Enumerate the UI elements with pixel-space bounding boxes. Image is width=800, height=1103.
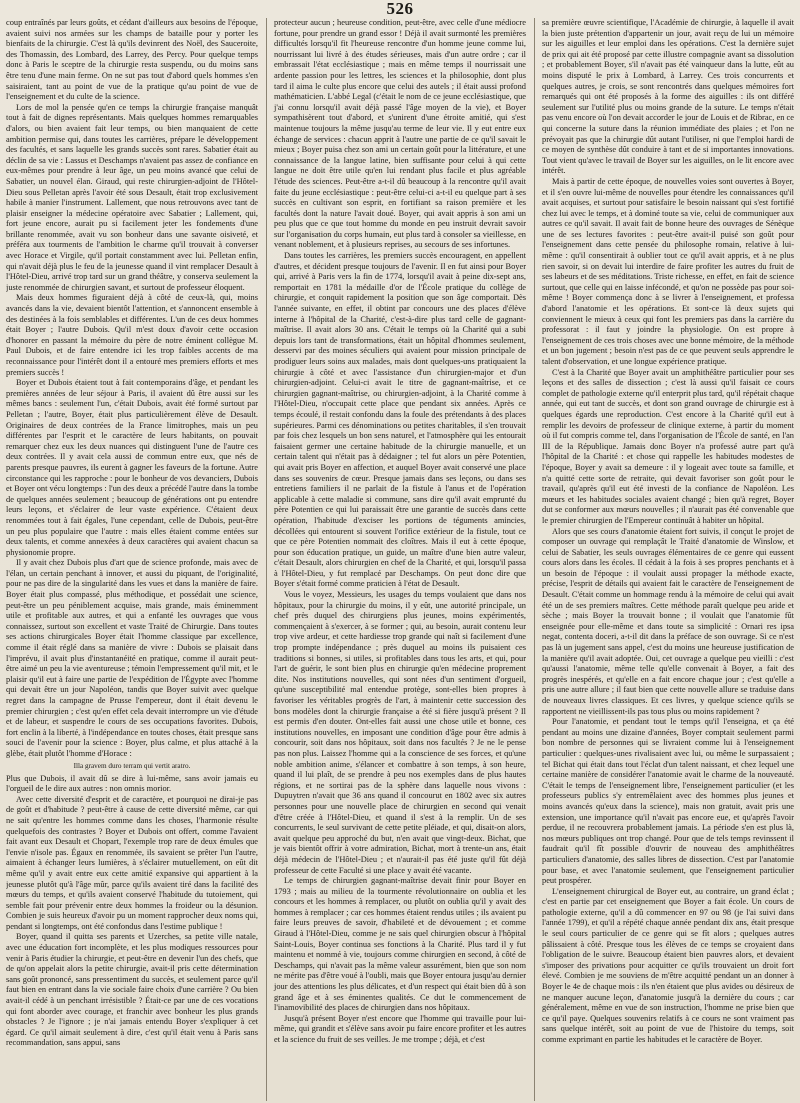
paragraph: Pour l'anatomie, et pendant tout le temps qu'il l'enseigna, et ça été pendant au moins une dizaine d'années, Boyer comptait seulement parmi bon nombre de personnes qui se livraient comme lui à l'enseignement particulier : quelques-unes rivalisaient avec lui, ou même le surpassaient ; tel Bichat qui était dans tout l'éclat d'un talent naissant, et chez lequel une certaine manière de considérer l'anatomie avait le charme de la nouveauté. C'était le temps de l'enseignement libre, l'enseignement particulier (et les professeurs publics s'y entremêlaient avec des hommes plus jeunes et moins avancés qu'eux dans la science), mais non gratuit, avait pris une extension, une importance qu'il n'avait pas encore eue, et qu'après l'avoir perdue, il ne recouvrera probablement jamais. La période s'en est plus là, nos mœurs publiques ont trop changé. Pour que de tels temps revinssent il faudrait qu'il fît possible d'ouvrir de nouveau des amphithéâtres particuliers d'anatomie, des salles libres de dissection. C'est par l'anatomie pour base, et avec l'anatomie seulement, que l'enseignement particulier peut prospérer. [542,717,794,886]
paragraph: Mais à partir de cette époque, de nouvelles voies sont ouvertes à Boyer, et il s'en ouvre lui-même de nouvelles pour étendre les connaissances qu'il avait acquises, et surtout pour satisfaire le besoin naissant qui s'est fortifié chez lui avec le temps, et à dominé toute sa vie, celui de communiquer aux autres ce qu'il savait. Il avait fait de bonne heure des ouvrages de Sénèque une de ses lectures favorites : peut-être avait-il puisé son goût pour l'enseignement dans cette pensée du philosophe romain, relative à lui-même : qu'il consentirait à oublier tout ce qu'il avait appris, et à ne plus rien savoir, si on devait lui interdire de faire profiter les autres du fruit de ses labeurs et de ses méditations. Triste richesse, en effet, en fait de science surtout, que celle qui en laisse infécondé, et qu'on ne possède pas pour soi-même ! Boyer commença donc à se livrer à l'enseignement, et professa d'abord l'anatomie et les opérations. Et sont-ce là deux sujets qui conviennent le mieux à ceux qui font les premiers pas dans la carrière du professorat : il faut y joindre la physiologie. On est propre à l'enseignement de ces trois choses avec une bonne mémoire, de la méthode et un bon jugement ; besoin n'est pas de ce que peuvent seuls apprendre le talent d'observation, et une longue expérience pratique. [542,176,794,366]
paragraph: L'enseignement chirurgical de Boyer eut, au contraire, un grand éclat ; c'est en partie par cet enseignement que Boyer a fait école. Un cours de pathologie externe, qu'il a dû commencer en 97 ou 98 (je l'ai suivi dans l'année 1799), et qu'il a répété chaque année pendant dix ans, était presque le seul cours particulier de ce genre qui se fît alors ; quelques autres pâlissaient à côté. Presque tous les élèves de ce temps se croyaient dans l'obligation de le suivre. Beaucoup étaient bien pauvres alors, et devaient s'imposer des privations pour acquitter ce qu'ils trouvaient un droit fort élevé. Combien je me souviens de m'être acquitté pendant un an donner à Boyer le 4e de chaque mois : ils n'en étaient que plus avides ou désireux de ne manquer aucune leçon, d'anatomie jusqu'à la dernière du cours ; car généralement, même en vue de son instruction, l'homme ne prise bien que ce qu'il paye. Quelques souvenirs relatifs à ce cours ne sont vraiment pas sans quelque intérêt, soit au point de vue de l'histoire du temps, soit comme exprimant en partie les habitudes et le caractère de Boyer. [542,886,794,1044]
column-1 [6,18,258,1101]
paragraph: Avec cette diversité d'esprit et de caractère, et pourquoi ne dirai-je pas de goût et d'habitude ? peut-être à cause de cette diversité même, car qui ne sait qu'entre les hommes comme dans les choses, l'harmonie résulte quelquefois des contrastes ? Boyer et Dubois ont offert, comme l'avaient fait avant eux Desault et Chopart, l'exemple trop rare de deux émules que l'envie n'isole pas. Égaux en renommée, ils savaient se prêter l'un l'autre, aimaient à échanger leurs lumières, à s'éclairer mutuellement, on eût dit même qu'il y avait entre eux cette amitié expansive qui appartient à la jeunesse plutôt qu'à l'âge mûr, parce qu'ils avaient tiré dans la facilité des mœurs du temps, et qu'ils avaient conservé l'habitude du tutoiement, qui semble fait pour prévenir entre deux hommes la froideur ou la désunion. Combien je suis heureux d'avoir pu un moment rapprocher deux noms qui, pendant si longtemps, ont été confondus dans l'estime publique ! [6,794,258,931]
paragraph: coup entraînés par leurs goûts, et cédant d'ailleurs aux besoins de l'époque, avaient suivi nos armées sur les champs de bataille pour y porter les bienfaits de la chirurgie. C'est là qu'ils devinrent des Noël, des Sauceroite, des Thomassin, des Lombard, des Larrey, des Percy. Pour quelque temps donc à Paris le sceptre de la chirurgie resta suspendu, ou du moins sans être tenu d'une main ferme. On ne sut pas tout d'abord quels hommes s'en saisiraient, tant au point de vue de la pratique qu'au point de vue de l'enseignement et du culte de la science. [6,18,258,102]
paragraph: Mais deux hommes figuraient déjà à côté de ceux-là, qui, moins avancés dans la vie, devaient bientôt l'attention, et s'annoncent ensemble à des destinées à la fois semblables et différentes. L'un de ces deux hommes était Boyer ; l'autre Dubois. Qu'il m'est doux d'avoir cette occasion d'honorer en passant la mémoire du père de notre éminent collègue M. Paul Dubois, et de faire entendre ici les trop faibles accents de ma reconnaissance pour l'intérêt dont il a entouré mes premiers efforts et mes premiers succès ! [6,293,258,377]
paragraph: sa première œuvre scientifique, l'Académie de chirurgie, à laquelle il avait la bien juste prétention d'appartenir un jour, avait reçu de lui un mémoire sur les aiguilles et leur emploi dans les opérations. C'est la dernière sujet de prix qui ait été proposé par cette illustre compagnie avant sa dissolution ; et probablement Boyer, s'il n'avait pas été vainqueur dans la lutte, eût au moins disputé le prix à Lombard, à Larrey. Ces trois concurrents et quelques autres, je crois, se sont rencontrés dans quelques mémoires fort remarqués qui ont été proposés à la forme des aiguilles : ils ont différé seulement sur l'utilité plus ou moins grande de la suture. Le temps n'était pas venu encore où l'on devait accorder le jour de Louis et de Ribrac, en ce qui concerne la suture dans la réunion immédiate des plaies ; et l'on ne prévoyait pas que la chirurgie dût autant l'utiliser, ni que l'emploi hardi de ce moyen de synthèse dût conduire à tant et de si importantes innovations. Tout vient qu'avec le travail de Boyer sur les aiguilles, on le lit encore avec intérêt. [542,18,794,176]
paragraph: Alors que ses cours d'anatomie étaient fort suivis, il conçut le projet de composer un ouvrage qui remplaçât le Traité d'anatomie de Winslow, et celui de Sabatier, les seuls ouvrages élémentaires de ce genre qui eussent cours alors dans les écoles. Il cédait à la fois à ses propres penchants et à un besoin de l'époque : il voulait aussi propager la méthode exacte, précise, l'esprit de détails qui avaient fait le caractère de l'enseignement de Desault. C'était comme un hommage rendu à la mémoire de celui qui avait été un de ses premiers maîtres. Cette méthode paraît quelque peu aride et sèche ; mais Boyer la trouvait bonne ; il voulait que l'anatomie fût enseignée pour elle-même et dans toute sa simplicité : Ornari res ipsa negat, contenta doceri, a-t-il dit dans la préface de son ouvrage. Si ce n'est pas là un jugement sans appel, c'est du moins une heureuse justification de la manière qu'il avait adoptée. Oui, cet ouvrage a quelque peu vieilli : c'est qu'aussi l'anatomie, même telle qu'elle convenait à Boyer, a fait des progrès inespérés, et qu'elle en a fait encore chaque jour ; c'est qu'elle a pris une autre allure ; il faut bien que cette nouvelle allure se traduise dans de nouveaux livres classiques. Et ces livres, y quelque science qu'ils se rapportent ne vieillissent-ils pas tous plus ou moins rapidement ? [542,526,794,716]
text-columns [6,18,794,1101]
paragraph: Le temps de chirurgien gagnant-maîtrise devait finir pour Boyer en 1793 ; mais au milieu de la tourmente révolutionnaire on oublia et les concours et les hommes à remplacer, ou plutôt on oublia qu'il y avait des hommes à remplacer ; car ces hommes étaient rendus utiles ; ils avaient pu faire leurs preuves de savoir, d'habileté et de dévouement ; et comme Giraud à l'Hôtel-Dieu, comme je ne sais quel chirurgien obscur à l'hôpital Saint-Louis, Boyer continua ses fonctions à la Charité. Plus tard il y fut maintenu et nommé à vie, toujours comme chirurgien en second, à côté de Deschamps, qui n'avait pas la même valeur assurément, bien que son nom ne mérite pas d'être voué à l'oubli, mais que Boyer entoura jusqu'au dernier jour des attentions les plus délicates, et d'un respect qui était bien dû à son grand âge et à ses éminentes qualités. Ce dut le commencement de l'inamovibilité des places de chirurgien dans nos hôpitaux. [274,876,526,1013]
paragraph: Vous le voyez, Messieurs, les usages du temps voulaient que dans nos hôpitaux, pour la chirurgie du moins, il y eût, une autorité principale, un chef près duquel des chirurgiens plus jeunes, moins expérimentés, commençaient à s'exercer, à se former ; qui, au besoin, aurait contenu leur trop vive ardeur, et cette hardiesse trop grande qui naît si facilement d'une trop prompte indépendance ; près duquel au moins ils puisaient ces traditions si bonnes, si utiles, si profitables dans tous les arts, et qui, pour l'art de guérir, le sont bien plus en chirurgie qu'en médecine proprement dite. Nos institutions nouvelles, qui sont nées d'un sentiment d'orgueil, qu'une susceptibilité mal entendue protège, sont-elles bien propres à favoriser les véritables progrès de l'art, à maintenir cette succession des bons modèles dont la chirurgie française a été si fière jusqu'à présent ? Il est permis d'en douter. Ont-elles fait aussi une chose utile et bonne, ces institutions nouvelles, en imposant une condition d'âge pour être admis à concourir, soit dans nos hôpitaux, soit dans nos facultés ? Je ne le pense pas non plus. Laissez l'homme qui a la conscience de ses forces, et qu'une noble ambition anime, s'élancer et combattre à son temps, à son heure, quand il lui plaît, de se prendre à peu nos exemples dans de plus hautes régions, et ne sortirai pas de la sphère dans laquelle nous vivons : Dupuytren n'avait que 36 ans quand il concourut en 1802 avec six autres personnes pour une nouvelle place de chirurgien en second qui venait d'être créée à l'Hôtel-Dieu, et quand il s'est à la remplir. Un de ses concurrents, le seul survivant de cette petite pléiade, et qui, disait-on alors, avait quelque peu approché du but, n'en avait que vingt-deux. Bichat, que je vais bientôt offrir à votre admiration, Bichat, mort à trente-un ans, était déjà médecin de l'Hôtel-Dieu ; et n'aurait-il pas été juste qu'il fût déjà professeur de cette Faculté si une place y avait été vacante. [274,590,526,875]
paragraph: Boyer et Dubois étaient tout à fait contemporains d'âge, et pendant les premières années de leur séjour à Paris, il avaient dû être aussi sur les mêmes bancs : seulement l'un, c'était Dubois, avait été formé surtout par Pelletan ; l'autre, Boyer, était plus particulièrement élève de Desault. Originaires de deux contrées de la France limitrophes, mais un peu différentes par l'esprit et le caractère de leurs habitants, on pouvait remarquer chez eux les deux nuances qui distinguent l'une de l'autre ces deux contrées. Il y avait cela aussi de commun entre eux, que nés de parents presque pauvres, ils eurent à gagner les faveurs de la fortune. Autre circonstance qui les rapproche : pour le bonheur de vos devanciers, Dubois et Boyer ont vécu longtemps : l'un des deux a précédé l'autre dans la tombe de quelques années seulement ; beaucoup de générations ont pu entendre leurs leçons, et s'éclairer de leur vaste expérience. C'étaient deux renommées tout à fait égales, l'une cependant, celle de Dubois, peut-être un peu plus populaire que l'autre : mais elles étaient comme entées sur deux talents, et comme annexées à deux caractères qui avaient chacun sa physionomie propre. [6,378,258,557]
paragraph: protecteur aucun ; heureuse condition, peut-être, avec celle d'une médiocre fortune, pour prendre un grand essor ! Déjà il avait surmonté les premières difficultés lorsqu'il fit l'heureuse rencontre d'un homme jeune comme lui, nourrissant lui livré à des études sérieuses, mais d'un autre ordre ; car il embrassait l'état ecclésiastique ; mais en même temps il nourrissait une ardente passion pour les lettres, les sciences et la philosophie, dont plus tard il aima le culte plus encore que celui des autels ; il était aussi profond mathématicien. L'abbé Legal (c'était le nom de ce jeune ecclésiastique, que j'ai connu lorsqu'il avait déjà passé l'âge moyen de la vie), et Boyer sympathisèrent tout d'abord, et s'unirent d'une étroite amitié, qui s'est maintenue toujours la même jusqu'au terme de leur vie. Il y eut entre eux échange de services : chacun apprit à l'autre une partie de ce qu'il savait le mieux ; Boyer puisa chez son ami un certain goût pour la littérature, et une connaissance de la langue latine, bien suffisante pour celui à qui cette langue ne doit être utile qu'en lui rendant plus facile et plus agréable l'étude des sciences. Peut-être a-t-il dû beaucoup à la rencontre qu'il avait faite du jeune ecclésiastique : peut-être celui-ci a-t-il eu quelque part à ses succès en cultivant son esprit, en fortifiant sa raison première et les facultés dont la nature l'avait doué. Boyer, qui avait appris à son ami un peu plus que ce que tout homme du monde en peu instruit devrait savoir sur l'organisation du corps humain, eut plus tard à consoler sa vieillesse, en venant noblement, et à plusieurs reprises, au secours de ses infortunes. [274,18,526,250]
verse-quotation: Illa gravem duro terram qui vertit aratro. [73,761,191,770]
column-2 [266,18,526,1101]
paragraph: Plus que Dubois, il avait dû se dire à lui-même, sans avoir jamais eu l'orgueil de le dire aux autres : non omnis morior. [6,773,258,794]
paragraph: C'est à la Charité que Boyer avait un amphithéâtre particulier pour ses leçons et des salles de dissection ; c'est là aussi qu'il faisait ce cours complet de pathologie externe qu'il enterprit plus tard, qu'il répétait chaque année, qui eut tant de succès, et dont son grand ouvrage de chirurgie est à quelques égards une reproduction. C'est encore à la Charité qu'il eut à remplir les devoirs de professeur de clinique externe, à partir du moment où il fut compris comme tel, dans l'organisation de l'École de santé, en l'an III de la République. Jamais donc Boyer n'a professé autre part qu'à l'hôpital de la Charité : et chose qui rappelle les habitudes modestes de l'époque, Boyer y avait sa demeure : il y logeait avec toute sa famille, et n'a quitté cette sorte de retraite, qui devait favoriser son goût pour le travail, qu'après qu'il eut été investi de la confiance de Napoléon. Les mœurs et les habitudes sociales avaient changé ; bien qu'à regret, Boyer dut se conformer aux mœurs nouvelles ; il n'aurait pas été convenable que le premier chirurgien de l'Empereur continuât à habiter un hôpital. [542,367,794,525]
paragraph: Lors de mol la pensée qu'en ce temps la chirurgie française manquât tout à fait de dignes représentants. Mais quelques hommes remarquables d'alors, ou bien avaient fait leur temps, ou bien manquaient de cette ambition permise qui, dans toutes les carrières, prépare le développement des facultés, et sans laquelle les grands succès sont rares. Sabatier était au déclin de sa vie : Lassus et Deschamps n'avaient pas assez de confiance en eux-mêmes pour prendre à leur âge, un peu moins avancé que celui de Sabatier, un nouvel élan. Giraud, qui reste chirurgien-adjoint de l'Hôtel-Dieu sous Pelletan après l'avoir été sous Desault, était trop exclusivement habile à manier l'instrument. Lallement, que nous retrouvons avec tant de plaisir enseigner la médecine opératoire avec Sabatier ; Lallement, qui, fort jeune encore, aurait pu si facilement jeter les fondements d'une brillante renommée, avait vu son bonheur dans une savante oisiveté, et préféra aux tourments de l'ambition le charme qu'il trouvait à converser avec Horace et Virgile, qu'il portait constamment avec lui. Pelletan enfin, qui n'avait déjà plus le feu de la jeunesse quand il vint remplacer Desault à l'Hôtel-Dieu, arrivé trop tard sur un grand théâtre, y conserva seulement la juste renommée de chirurgien savant, et surtout de professeur éloquent. [6,102,258,292]
paragraph: Boyer, quand il quitta ses parents et Uzerches, sa petite ville natale, avec une éducation fort incomplète, et les plus modiques ressources pour venir à Paris étudier la chirurgie, et peut-être en devenir l'un des chefs, que de qu'on appelait alors la petite chirurgie, avait-il pris cette détermination sans goût prononcé, sans pressentiment du succès, et seulement parce qu'il faut bien en entrant dans la vie sociale faire choix d'une carrière ? Ou bien avait-il cédé à un penchant irrésistible ? Était-ce par une de ces vocations qui font aborder avec courage, et franchir avec bonheur les plus grands obstacles ? Je l'ignore ; je n'ai jamais entendu Boyer s'expliquer à cet égard. Ce qu'il aimait seulement à dire, c'est qu'il était venu à Paris sans recommandation, sans appui, sans [6,932,258,1048]
column-3 [534,18,794,1101]
paragraph: Il y avait chez Dubois plus d'art que de science profonde, mais avec de l'élan, un certain penchant à innover, et aussi du piquant, de l'originalité, pour ne pas dire de la singularité dans les vues et dans la manière de faire. Boyer était plus compassé, plus méthodique, et possédait une science, peut-être un peu péniblement acquise, mais grande, mais éminemment utile et profitable aux autres, et qui a enfanté les ouvrages que vous connaissez, surtout son excellent et vaste Traité de Chirurgie. Dans toutes ses actions chirurgicales Boyer était l'homme classique par excellence, comme il était réglé dans sa manière de vivre : Dubois se plaisait dans l'imprévu, il avait plus d'instantanéité en pratique, comme il aurait peut-être aimé un peu la vie aventureuse ; témoin l'empressement qu'il mit, et le plaisir qu'il eut à faire une partie de l'expédition de l'Égypte avec l'homme qui devait être un jour Napoléon, tandis que Boyer suivit avec quelque regret dans la campagne de Prusse l'empereur, dont il était devenu le premier chirurgien ; c'est qu'en effet cela devait interrompre un vie d'étude et de labeur, et suspendre le cours de ses occupations favorites. Dubois, fort enclin à la liberté, à l'indépendance en toutes choses, était presque sans souci de l'avenir pour la science : Boyer, plus calme, et plus attaché à la glèbe, était plutôt l'homme d'Horace : [6,558,258,758]
page-number: 526 [386,0,414,18]
paragraph: Dans toutes les carrières, les premiers succès encouragent, en appellent d'autres, et décident presque toujours de l'avenir. Il en fut ainsi pour Boyer qui, arrivé à Paris vers la fin de 1774, lorsqu'il avait à peine dix-sept ans, remportait en 1781 la médaille d'or de l'École pratique du collège de chirurgie, et conquit rapidement la position que son âge comportait. Dès l'année suivante, en effet, il obtint par concours une des places d'élève interne à l'hôpital de la Charité, c'est-à-dire plus tard celle de gagnant-maîtrise. Il avait alors 30 ans. C'était le temps où la Charité qui a subi depuis lors tant de transformations, était un hôpital d'hommes seulement, desservi par des moines séculiers qui avaient pour mission principale de prodiguer leurs soins aux malades, mais dont quelques-uns pratiquaient la chirurgie à côté et avec l'assistance d'un chirurgien-major et d'un chirurgien-adjoint. Celui-ci avait le titre de gagnant-maîtrise, et ce chirurgien gagnant-maîtrise, ou chirurgien-adjoint, à la Charité comme à l'Hôtel-Dieu, n'occupait cette place que pendant six années. Après ce temps écoulé, il restait confondu dans la foule des prétendants à des places supérieures. Parmi ces dénominations ou petites charitables, il s'en trouvait par fois chez lesquels un bon sens naturel, et l'atmosphère qui les entourait faisaient germer une certaine habitude de la chirurgie manuelle, et un certain talent qui n'était pas à dédaigner ; tel fut alors un père Potentien, qui avait pris Boyer en affection, et auquel Boyer avait conservé une place dans ses souvenirs de cœur. Presque jamais dans ses leçons, ou dans ses entretiens familiers il ne parlait de la fistule à l'anus et de l'opération applicable à cette maladie si commune, sans dire qu'il avait emprunté du père Potentien ce qui lui paraissait être une garantie de succès dans cette opération, l'habitude d'exciser les portions de téguments amincies, décollées qui entourent si souvent l'orifice extérieur de la fistule, tout ce que ce père Potentien nommait des cloîtres. Mais il eut à cette époque, pour son éducation pratique, un guide, un maître d'une bien autre valeur, c'était Desault, alors chirurgien en chef de la Charité, et qui, lorsqu'il passa à l'Hôtel-Dieu, y fut remplacé par Deschamps. On peut donc dire que Boyer s'était formé comme praticien à l'état de Desault. [274,251,526,589]
paragraph: Jusqu'à présent Boyer n'est encore que l'homme qui travaille pour lui-même, qui grandit et s'élève sans avoir pu faire encore profiter et les autres et la science du fruit de ses veilles. Je me trompe ; déjà, et c'est [274,1013,526,1044]
